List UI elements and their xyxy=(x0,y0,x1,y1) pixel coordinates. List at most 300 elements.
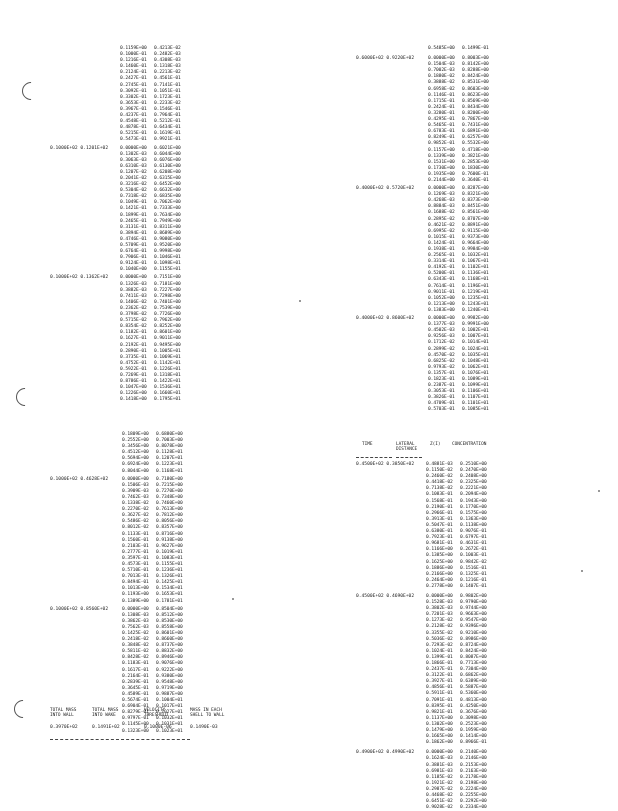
row-value-2: 0.2482E-03 xyxy=(154,52,181,58)
row-value-2: 0.2523E+00 xyxy=(460,721,487,727)
row-value-2: 0.1235E+01 xyxy=(462,295,489,301)
row-value-2: 0.8986E+00 xyxy=(460,636,487,642)
row-value-2: 0.6130E+00 xyxy=(154,163,181,169)
row-value-1: 0.7462E-03 xyxy=(122,494,149,500)
row-value-1: 0.2190E-01 xyxy=(426,504,453,510)
scan-speck xyxy=(299,300,301,302)
row-value-2: 0.9627E+00 xyxy=(156,543,183,549)
row-value-1: 0.1213E+00 xyxy=(428,301,455,307)
row-value-2: 0.8832E+00 xyxy=(156,649,183,655)
row-value-1: 0.1406E-02 xyxy=(120,299,147,305)
row-value-1: 0.4502E-03 xyxy=(428,328,455,334)
row-value-2: 0.8056E+00 xyxy=(156,519,183,525)
row-value-2: 0.8424E+00 xyxy=(462,74,489,80)
row-value-1: 0.3314E-01 xyxy=(428,259,455,265)
table-row xyxy=(122,469,220,475)
row-value-1: 0.3216E-02 xyxy=(120,182,147,188)
column-headers xyxy=(356,442,556,462)
row-value-1: 0.5674E-01 xyxy=(122,698,149,704)
row-value-2: 0.1142E+01 xyxy=(154,360,181,366)
row-value-1: 0.1866E-01 xyxy=(426,661,453,666)
row-value-1: 0.3131E-01 xyxy=(120,224,147,230)
row-value-2: 0.7962E+00 xyxy=(154,318,181,324)
row-value-1: 0.1040E+00 xyxy=(120,267,147,273)
row-value-2: 0.8434E+00 xyxy=(462,104,489,110)
row-value-1: 0.8786E-01 xyxy=(120,379,147,385)
row-value-2: 0.1014E+01 xyxy=(462,340,489,346)
row-value-1: 0.3122E-01 xyxy=(426,673,453,679)
row-value-1: 0.3645E-01 xyxy=(122,685,149,691)
row-value-1: 0.3967E-01 xyxy=(120,106,147,112)
row-value-2: 0.2672E-01 xyxy=(460,547,487,553)
row-value-2: 0.1223E+01 xyxy=(156,462,183,468)
row-value-1: 0.1015E-01 xyxy=(428,234,455,240)
row-value-2: 0.1943E+00 xyxy=(460,498,487,504)
row-value-1: 0.1137E+00 xyxy=(426,715,453,721)
block-label: 0.4000E+02 0.8600E+02 xyxy=(356,316,415,322)
table-row xyxy=(122,599,220,605)
row-value-1: 0.4589E-01 xyxy=(122,691,149,697)
table-row xyxy=(428,407,526,413)
summary-value-mass-wake: 0.1491E+02 xyxy=(92,725,120,730)
row-value-2: 0.1027E+01 xyxy=(156,710,183,716)
row-value-2: 0.2163E+00 xyxy=(460,768,487,774)
row-value-2: 0.2325E+00 xyxy=(460,480,487,486)
row-value-2: 0.1534E+01 xyxy=(156,586,183,592)
row-value-1: 0.0000E+00 xyxy=(120,145,147,151)
row-value-2: 0.5532E+00 xyxy=(462,141,489,147)
row-value-2: 0.2178E+00 xyxy=(460,774,487,780)
row-value-2: 0.1318E-03 xyxy=(154,64,181,70)
table-row xyxy=(120,267,210,273)
row-value-2: 0.1207E+01 xyxy=(156,456,183,462)
row-value-2: 0.1660E+01 xyxy=(154,391,181,397)
row-value-2: 0.6257E+00 xyxy=(462,135,489,141)
table-row xyxy=(428,178,526,184)
scan-speck xyxy=(232,598,234,600)
row-value-2: 0.8200E+00 xyxy=(462,110,489,116)
row-value-1: 0.4237E-01 xyxy=(120,113,147,119)
row-value-2: 0.1619E-01 xyxy=(154,131,181,137)
row-value-2: 0.7270E+00 xyxy=(156,488,183,494)
data-block xyxy=(50,275,210,403)
row-value-2: 0.1019E+01 xyxy=(156,549,183,555)
table-row xyxy=(120,137,210,143)
row-value-1: 0.4709E-01 xyxy=(428,401,455,407)
row-value-2: 0.1425E+01 xyxy=(156,580,183,586)
scan-speck xyxy=(598,490,600,492)
row-value-2: 0.1106E+01 xyxy=(462,389,489,395)
row-value-2: 0.6315E+00 xyxy=(154,175,181,181)
row-value-2: 0.7003E+00 xyxy=(156,438,183,444)
row-value-1: 0.9852E-01 xyxy=(428,141,455,147)
header-underline xyxy=(396,457,422,458)
row-value-1: 0.2124E-01 xyxy=(120,70,147,76)
row-value-2: 0.7634E+00 xyxy=(154,212,181,218)
row-value-2: 0.8569E+00 xyxy=(462,98,489,104)
row-value-2: 0.8689E+00 xyxy=(154,230,181,236)
row-value-1: 0.4881E-03 xyxy=(426,462,453,467)
row-value-2: 0.7431E+00 xyxy=(462,123,489,129)
data-block xyxy=(356,750,556,811)
row-value-2: 0.2153E+00 xyxy=(460,762,487,768)
row-value-1: 0.2387E-01 xyxy=(428,383,455,389)
row-value-1: 0.5047E-01 xyxy=(426,522,453,528)
block-label: 0.1000E+02 0.1201E+02 xyxy=(50,145,109,151)
row-value-2: 0.2334E+00 xyxy=(460,805,487,811)
row-value-2: 0.1102E+01 xyxy=(462,265,489,271)
row-value-2: 0.4250E+00 xyxy=(460,703,487,709)
row-value-2: 0.8603E+00 xyxy=(462,86,489,92)
row-value-2: 0.5360E+00 xyxy=(460,691,487,697)
row-value-1: 0.4752E-01 xyxy=(120,360,147,366)
row-value-2: 0.2198E+00 xyxy=(460,780,487,786)
row-value-2: 0.1795E+01 xyxy=(154,397,181,403)
row-value-1: 0.1216E-01 xyxy=(120,58,147,64)
row-value-2: 0.7867E+00 xyxy=(462,117,489,123)
row-value-1: 0.3735E-01 xyxy=(120,354,147,360)
row-value-1: 0.1339E+00 xyxy=(428,153,455,159)
row-value-1: 0.1935E+00 xyxy=(428,171,455,177)
row-value-1: 0.5465E-01 xyxy=(428,123,455,129)
row-value-2: 0.6891E+00 xyxy=(462,129,489,135)
row-value-1: 0.2144E+00 xyxy=(428,177,455,183)
row-value-1: 0.0000E+00 xyxy=(120,275,147,281)
row-value-2: 0.4631E-01 xyxy=(460,541,487,547)
row-value-1: 0.1133E-01 xyxy=(122,531,149,537)
table-row xyxy=(120,397,210,403)
row-value-2: 0.4561E-01 xyxy=(154,76,181,82)
row-value-1: 0.3882E-03 xyxy=(120,287,147,293)
row-value-2: 0.4813E+00 xyxy=(460,697,487,703)
row-value-1: 0.3798E-02 xyxy=(120,312,147,318)
row-value-2: 0.1499E-01 xyxy=(462,46,489,51)
row-value-1: 0.0000E+00 xyxy=(428,316,455,322)
row-value-2: 0.5887E+00 xyxy=(460,685,487,691)
row-value-2: 0.1032E+01 xyxy=(156,716,183,722)
row-value-2: 0.2408E+00 xyxy=(460,474,487,480)
row-value-2: 0.8966E-01 xyxy=(460,740,487,746)
row-value-2: 0.1196E+01 xyxy=(462,283,489,289)
block-label: 0.4900E+02 0.4990E+02 xyxy=(356,750,415,756)
row-value-2: 0.8003E+00 xyxy=(462,56,489,62)
row-value-1: 0.6958E-02 xyxy=(428,86,455,92)
row-value-2: 0.1155E+01 xyxy=(156,561,183,567)
bottom-left-column xyxy=(50,432,220,735)
row-value-1: 0.2103E-01 xyxy=(122,543,149,549)
row-value-2: 0.8288E+00 xyxy=(462,68,489,74)
row-value-1: 0.6825E-02 xyxy=(428,358,455,364)
row-value-1: 0.1886E+00 xyxy=(426,565,453,571)
row-value-1: 0.6783E-01 xyxy=(428,129,455,135)
row-value-1: 0.2041E-02 xyxy=(120,175,147,181)
row-value-1: 0.4621E-02 xyxy=(428,222,455,228)
row-value-1: 0.2424E-01 xyxy=(428,104,455,110)
row-value-2: 0.8623E+00 xyxy=(462,92,489,98)
row-value-1: 0.1823E-01 xyxy=(428,376,455,382)
row-value-2: 0.7227E+00 xyxy=(154,287,181,293)
row-value-2: 0.1138E+00 xyxy=(460,522,487,528)
row-value-2: 0.1546E-01 xyxy=(154,106,181,112)
row-value-2: 0.8287E+00 xyxy=(462,186,489,192)
block-label: 0.1000E+02 0.1362E+02 xyxy=(50,275,109,281)
row-value-2: 0.1002E+01 xyxy=(462,328,489,334)
row-value-1: 0.8884E-03 xyxy=(428,204,455,210)
row-value-1: 0.1528E-03 xyxy=(426,600,453,606)
row-value-1: 0.8395E-01 xyxy=(426,703,453,709)
row-value-1: 0.9011E-01 xyxy=(428,289,455,295)
row-value-1: 0.2890E-01 xyxy=(120,348,147,354)
row-value-2: 0.1083E+01 xyxy=(156,555,183,561)
row-value-1: 0.1730E+00 xyxy=(428,165,455,171)
row-value-1: 0.1052E+00 xyxy=(428,295,455,301)
row-value-1: 0.9797E-01 xyxy=(122,716,149,722)
data-block xyxy=(356,186,526,314)
row-value-1: 0.1302E-03 xyxy=(120,151,147,157)
row-value-1: 0.3888E-02 xyxy=(428,80,455,86)
row-value-2: 0.6389E+00 xyxy=(460,679,487,685)
row-value-1: 0.1862E+00 xyxy=(426,740,453,746)
row-value-1: 0.2427E-01 xyxy=(120,76,147,82)
row-value-2: 0.8373E+00 xyxy=(462,198,489,204)
row-value-1: 0.3894E-01 xyxy=(120,230,147,236)
row-value-1: 0.1424E-01 xyxy=(428,240,455,246)
table-row xyxy=(426,740,556,746)
row-value-2: 0.6632E+00 xyxy=(154,188,181,194)
row-value-1: 0.6924E+00 xyxy=(122,462,149,468)
row-value-1: 0.3280E-01 xyxy=(428,110,455,116)
row-value-1: 0.1357E-01 xyxy=(428,370,455,376)
row-value-2: 0.7726E+00 xyxy=(154,312,181,318)
row-value-1: 0.1157E+00 xyxy=(428,147,455,153)
row-value-2: 0.2094E+00 xyxy=(460,492,487,498)
row-value-1: 0.1880E-02 xyxy=(428,74,455,80)
row-value-1: 0.6904E-01 xyxy=(122,704,149,710)
header-concentration: CONCENTRATION xyxy=(452,442,487,447)
row-value-2: 0.7600E-01 xyxy=(462,171,489,177)
row-value-1: 0.5215E-01 xyxy=(120,131,147,137)
row-value-1: 0.7002E-03 xyxy=(428,68,455,74)
row-value-1: 0.1625E+00 xyxy=(426,559,453,565)
row-value-2: 0.1575E+00 xyxy=(460,510,487,516)
binder-hole-mark-bottom xyxy=(10,696,35,721)
header-z: Z(I) xyxy=(430,442,441,447)
header-underline xyxy=(356,457,392,458)
row-value-2: 0.1048E+01 xyxy=(462,358,489,364)
summary-header-mass-wall: TOTAL MASS INTO WALL xyxy=(50,708,77,719)
row-value-1: 0.7091E-01 xyxy=(426,697,453,703)
row-value-2: 0.1031E+01 xyxy=(156,722,183,728)
row-value-1: 0.8279E-01 xyxy=(122,710,149,716)
row-value-2: 0.8142E+00 xyxy=(462,62,489,68)
row-value-2: 0.8311E+00 xyxy=(154,224,181,230)
row-value-1: 0.1938E-01 xyxy=(428,247,455,252)
row-value-2: 0.1318E+01 xyxy=(154,372,181,378)
row-value-1: 0.7138E-02 xyxy=(426,486,453,492)
row-value-2: 0.4213E-02 xyxy=(154,46,181,51)
row-value-1: 0.4573E-01 xyxy=(122,561,149,567)
row-value-2: 0.5212E-01 xyxy=(154,119,181,125)
row-value-1: 0.1083E-01 xyxy=(426,492,453,498)
row-value-2: 0.8891E+00 xyxy=(462,222,489,228)
row-value-2: 0.1085E+01 xyxy=(462,407,489,413)
row-value-1: 0.0000E+00 xyxy=(122,606,149,612)
row-value-1: 0.3456E+00 xyxy=(122,444,149,450)
row-value-2: 0.4308E-03 xyxy=(154,58,181,64)
row-value-1: 0.3355E-02 xyxy=(426,630,453,636)
row-value-2: 0.1168E+01 xyxy=(462,277,489,283)
top-left-column xyxy=(50,46,210,403)
row-value-1: 0.4570E-02 xyxy=(428,352,455,358)
summary-header-mass-wake: TOTAL MASS INTO WAKE xyxy=(92,708,119,719)
block-label: 0.6000E+02 0.9220E+02 xyxy=(356,56,415,62)
row-value-2: 0.8558E+00 xyxy=(156,624,183,630)
row-value-2: 0.1017E+01 xyxy=(156,704,183,710)
row-value-1: 0.1624E-03 xyxy=(426,756,453,762)
row-value-2: 0.9802E+00 xyxy=(460,593,487,599)
row-value-2: 0.6835E+00 xyxy=(154,194,181,200)
row-value-1: 0.1504E-03 xyxy=(428,62,455,68)
row-value-1: 0.5200E-01 xyxy=(428,271,455,277)
summary-header-velocity: VELOCITY THRESHOLD xyxy=(144,708,168,719)
row-value-1: 0.1193E+00 xyxy=(122,592,149,598)
row-value-2: 0.7949E+00 xyxy=(154,218,181,224)
row-value-1: 0.3627E-02 xyxy=(122,513,149,519)
row-value-2: 0.9998E+00 xyxy=(154,249,181,255)
row-value-1: 0.6451E-02 xyxy=(426,799,453,805)
row-value-1: 0.2778E+00 xyxy=(426,583,453,589)
row-value-2: 0.1051E-01 xyxy=(154,88,181,94)
row-value-1: 0.8044E+00 xyxy=(122,468,149,474)
row-value-2: 0.2292E+00 xyxy=(460,799,487,805)
row-value-2: 0.1226E+01 xyxy=(154,366,181,372)
row-value-2: 0.2213E-02 xyxy=(154,70,181,76)
row-value-2: 0.2255E+00 xyxy=(460,792,487,798)
row-value-1: 0.1377E-03 xyxy=(428,322,455,328)
row-value-2: 0.7401E+00 xyxy=(154,299,181,305)
row-value-1: 0.1712E-02 xyxy=(428,340,455,346)
row-value-1: 0.2565E-01 xyxy=(428,253,455,259)
row-value-1: 0.2464E+00 xyxy=(426,577,453,583)
row-value-2: 0.9982E+00 xyxy=(462,316,489,322)
row-value-2: 0.6044E+00 xyxy=(154,151,181,157)
row-value-1: 0.1418E+00 xyxy=(120,397,147,403)
row-value-2: 0.7298E+00 xyxy=(154,293,181,299)
row-value-2: 0.2146E+00 xyxy=(460,756,487,762)
row-value-1: 0.9028E-02 xyxy=(426,805,453,811)
row-value-2: 0.3640E-01 xyxy=(462,177,489,183)
row-value-1: 0.2465E-01 xyxy=(120,218,147,224)
row-value-2: 0.7613E+00 xyxy=(156,507,183,513)
row-value-1: 0.4746E-01 xyxy=(120,236,147,242)
row-value-1: 0.3927E-01 xyxy=(426,679,453,685)
row-value-1: 0.5703E-01 xyxy=(428,407,455,413)
row-value-2: 0.6434E-01 xyxy=(154,125,181,131)
row-value-2: 0.1099E+01 xyxy=(462,383,489,389)
row-value-2: 0.9380E+00 xyxy=(156,673,183,679)
row-value-2: 0.8660E+00 xyxy=(156,637,183,643)
row-value-2: 0.1216E-01 xyxy=(460,577,487,583)
block-label: 0.4500E+02 0.3850E+02 xyxy=(356,462,415,467)
row-value-1: 0.5911E-01 xyxy=(426,691,453,697)
row-value-2: 0.1007E+01 xyxy=(462,334,489,340)
row-value-1: 0.2966E-01 xyxy=(426,510,453,516)
row-value-1: 0.1809E+00 xyxy=(122,432,149,437)
summary-value-shell-mass: 0.1490E-03 xyxy=(190,725,218,730)
row-value-2: 0.9547E+00 xyxy=(460,618,487,624)
row-value-2: 0.1035E+01 xyxy=(462,352,489,358)
row-value-1: 0.2418E-02 xyxy=(122,637,149,643)
block-label: 0.4500E+02 0.4690E+02 xyxy=(356,593,415,599)
row-value-2: 0.9373E+00 xyxy=(462,234,489,240)
row-value-2: 0.8357E+00 xyxy=(156,525,183,531)
row-value-2: 0.8252E+00 xyxy=(154,324,181,330)
row-value-1: 0.5710E-01 xyxy=(122,568,149,574)
summary-value-mass-wall: 0.3970E+02 xyxy=(50,725,78,730)
row-value-1: 0.1150E-02 xyxy=(426,468,453,474)
row-value-1: 0.9793E-02 xyxy=(428,364,455,370)
row-value-1: 0.3848E-02 xyxy=(122,643,149,649)
row-value-2: 0.2224E+00 xyxy=(460,786,487,792)
row-value-2: 0.9548E+00 xyxy=(156,679,183,685)
row-value-1: 0.5709E-01 xyxy=(120,243,147,248)
row-value-1: 0.1479E+00 xyxy=(426,728,453,734)
row-value-1: 0.1013E+00 xyxy=(122,586,149,592)
row-value-2: 0.1240E+01 xyxy=(462,307,489,313)
row-value-1: 0.1568E-01 xyxy=(426,498,453,504)
row-value-2: 0.1236E+01 xyxy=(156,568,183,574)
row-value-1: 0.1182E-01 xyxy=(120,330,147,336)
row-value-1: 0.4548E-01 xyxy=(120,119,147,125)
row-value-2: 0.9887E+00 xyxy=(156,691,183,697)
row-value-2: 0.9663E+00 xyxy=(460,612,487,618)
row-value-2: 0.1005E+01 xyxy=(154,348,181,354)
row-value-2: 0.7713E+00 xyxy=(460,661,487,666)
row-value-1: 0.2270E-02 xyxy=(122,507,149,513)
row-value-2: 0.8531E+00 xyxy=(462,80,489,86)
row-value-2: 0.1076E+01 xyxy=(462,370,489,376)
row-value-1: 0.5304E-02 xyxy=(120,188,147,194)
row-value-2: 0.9984E+00 xyxy=(462,247,489,252)
row-value-2: 0.8451E+00 xyxy=(462,204,489,210)
row-value-1: 0.7562E-03 xyxy=(122,624,149,630)
row-value-1: 0.3913E-01 xyxy=(426,516,453,522)
row-value-1: 0.5922E-01 xyxy=(120,366,147,372)
row-value-2: 0.8504E+00 xyxy=(156,606,183,612)
summary-table xyxy=(50,708,240,748)
row-value-2: 0.1830E+00 xyxy=(462,165,489,171)
table-row xyxy=(426,584,556,590)
row-value-2: 0.1363E+00 xyxy=(460,516,487,522)
row-value-1: 0.1024E-01 xyxy=(426,648,453,654)
row-value-1: 0.4878E-01 xyxy=(120,125,147,131)
row-value-1: 0.8494E-01 xyxy=(122,580,149,586)
row-value-2: 0.8087E+00 xyxy=(460,654,487,660)
summary-value-velocity: 0.1000E-06 xyxy=(144,725,172,730)
row-value-2: 0.8512E+00 xyxy=(156,612,183,618)
row-value-1: 0.6380E-01 xyxy=(426,529,453,535)
row-value-2: 0.9011E+00 xyxy=(154,336,181,342)
row-value-1: 0.6764E-01 xyxy=(120,249,147,255)
row-value-2: 0.9396E+00 xyxy=(460,624,487,630)
row-value-1: 0.5715E-02 xyxy=(120,318,147,324)
row-value-1: 0.3063E-03 xyxy=(120,157,147,163)
row-value-2: 0.1098E+01 xyxy=(154,261,181,267)
row-value-2: 0.7181E+00 xyxy=(154,281,181,287)
row-value-2: 0.8716E+00 xyxy=(156,531,183,537)
row-value-1: 0.1385E+00 xyxy=(426,553,453,559)
row-value-1: 0.2899E-02 xyxy=(428,346,455,352)
